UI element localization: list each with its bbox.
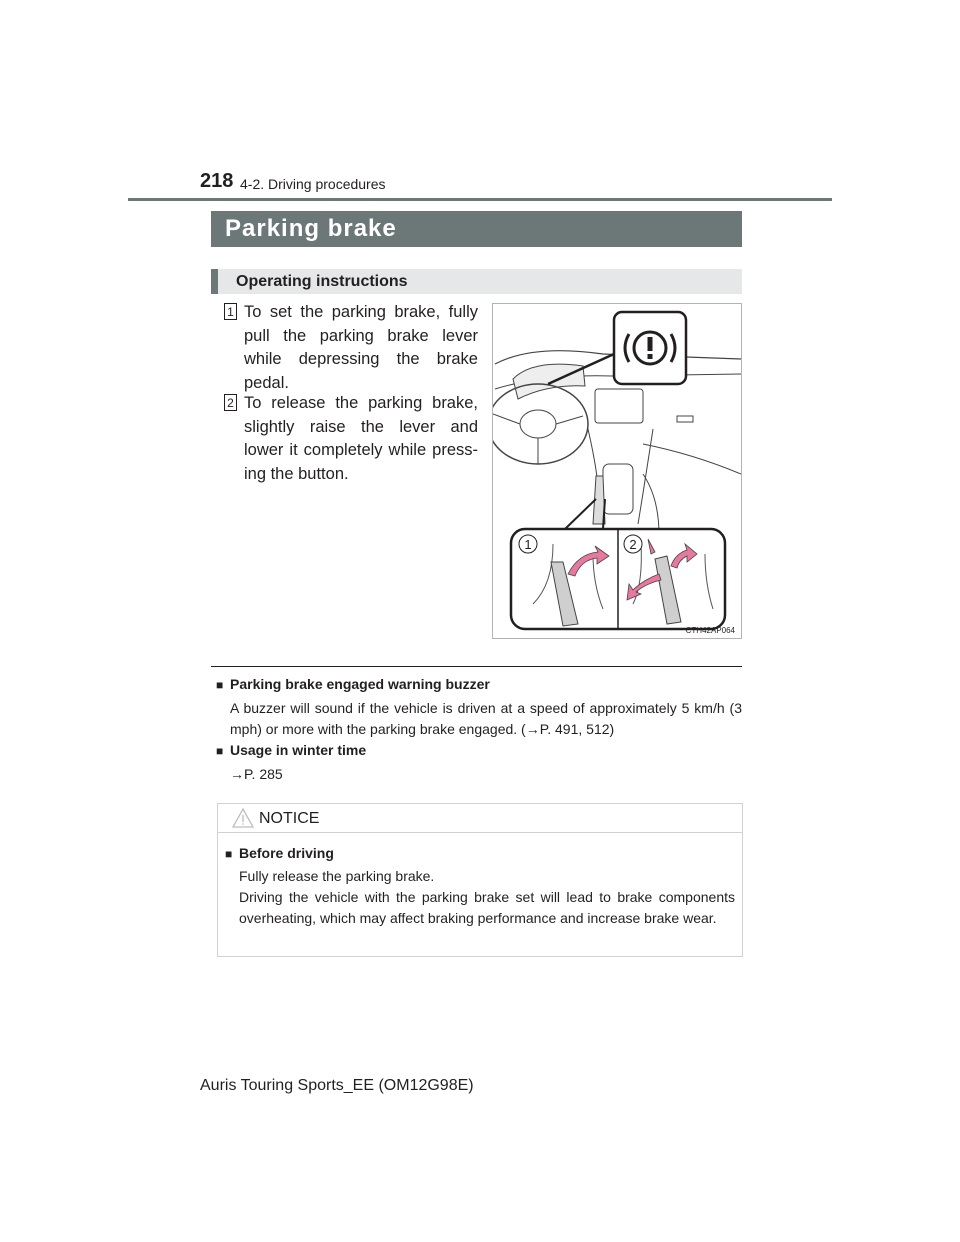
note-buzzer-heading-text: Parking brake engaged warning buzzer bbox=[230, 676, 490, 692]
callout-2: 2 bbox=[629, 537, 637, 552]
notice-content bbox=[225, 845, 735, 929]
step-2-number: 2 bbox=[224, 394, 237, 411]
page-title: Parking brake bbox=[211, 211, 742, 247]
illustration-code: CTH42AP064 bbox=[685, 626, 735, 635]
note-winter-heading bbox=[216, 742, 742, 758]
note-buzzer bbox=[216, 676, 742, 740]
bullet-icon: ■ bbox=[225, 847, 233, 861]
chapter-title: 4-2. Driving procedures bbox=[240, 176, 386, 192]
notice-header bbox=[218, 804, 742, 833]
note-buzzer-body: A buzzer will sound if the vehicle is driven at a speed of approximately 5 km/h (3 mph) or more with the parking brake engaged. (→P. 491, 512) bbox=[230, 700, 742, 737]
section-divider bbox=[211, 666, 742, 667]
warning-triangle-icon bbox=[232, 808, 254, 828]
section-heading: Operating instructions bbox=[211, 269, 742, 294]
note-buzzer-heading bbox=[216, 676, 742, 692]
page-number: 218 bbox=[200, 170, 234, 192]
footer-manual-id: Auris Touring Sports_EE (OM12G98E) bbox=[200, 1077, 474, 1094]
step-1-number: 1 bbox=[224, 303, 237, 320]
notice-heading bbox=[225, 845, 735, 861]
step-2 bbox=[224, 392, 478, 486]
note-winter-body: →P. 285 bbox=[230, 766, 283, 782]
notice-body-line1: Fully release the parking brake. bbox=[239, 868, 435, 884]
header-rule bbox=[128, 198, 832, 201]
step-1-text: To set the parking brake, fully pull the parking brake lever while depressing the brake pedal. bbox=[244, 303, 478, 392]
notice-label: NOTICE bbox=[259, 810, 320, 827]
notice-heading-text: Before driving bbox=[239, 845, 334, 861]
note-winter-heading-text: Usage in winter time bbox=[230, 742, 367, 758]
note-winter bbox=[216, 742, 742, 785]
callout-1: 1 bbox=[524, 537, 532, 552]
bullet-icon: ■ bbox=[216, 744, 224, 758]
step-1 bbox=[224, 301, 478, 395]
notice-body-line2: Driving the vehicle with the parking brake set will lead to brake components overheating, which may affect braking performance and increase brake wear. bbox=[239, 889, 735, 926]
bullet-icon: ■ bbox=[216, 678, 224, 692]
car-interior-drawing bbox=[493, 304, 741, 638]
notice-box bbox=[217, 803, 743, 957]
parking-brake-illustration bbox=[492, 303, 742, 639]
step-2-text: To release the parking brake, slightly raise the lever and lower it completely while press-ing the button. bbox=[244, 394, 478, 483]
